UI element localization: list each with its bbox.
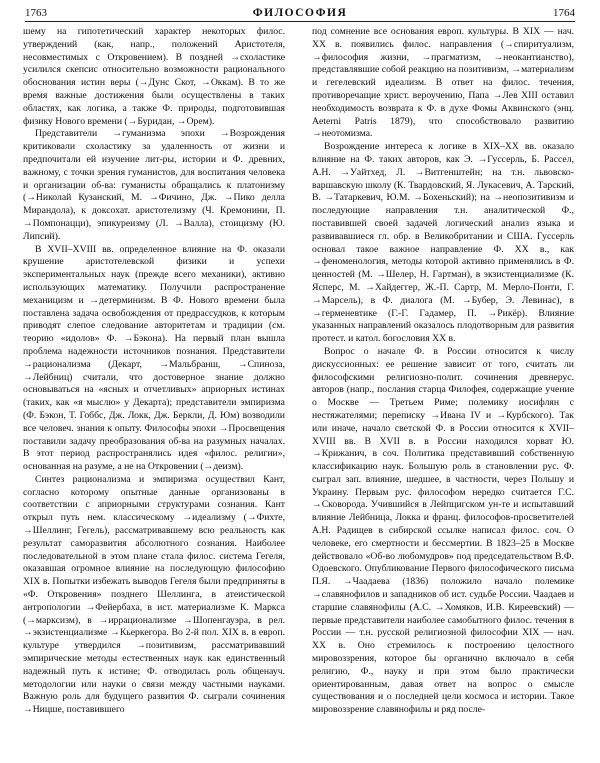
paragraph: Возрождение интереса к логике в XIX–XX вв. оказало влияние на Ф. таких авторов, как Э. →Гуссерль, Б. Рассел, А.Н. →Уайтхед, Л. →Витгенштейн; на т.н. львовско-варшавскую школу (К. Твардовский, Я. Лукасевич, А. Тарский, В. →Татаркевич, Ю.М. →Бохеньский); на →неопозитивизм и последующие направления т.н. аналитической Ф., поставившей своей задачей логический анализ языка и развивавшиеся гл. обр. в Великобритании и США. Гуссерль основал такое важное направление Ф. XX в., как →феноменология, методы которой активно применялись в Ф. ценностей (М. →Шелер, Н. Гартман), в экзистенциализме (К. Ясперс, М. →Хайдеггер, Ж.-П. Сартр, М. Мерло-Понти, Г. →Марсель), в Ф. диалога (М. →Бубер, Э. Левинас), в →герменевтике (Г.-Г. Гадамер, П. →Рикёр). Влияние указанных направлений оказалось плодотворным для развития протест. и катол. богословия XX в. (312, 141, 574, 345)
right-column (312, 26, 574, 717)
left-column (23, 26, 285, 717)
paragraph: В XVII–XVIII вв. определенное влияние на Ф. оказали крушение аристотелевской физики и успехи экспериментальных наук (прежде всего механики), активно использующих математику. Получили распространение механицизм и →детерминизм. В Ф. Нового времени была поставлена задача освобождения от предрассудков, к которым приводят слепое следование авторитетам и традиции (см. теорию «идолов» Ф. →Бэкона). На первый план вышла проблема надежности источников познания. Представители →рационализма (Декарт, →Мальбранш, →Спиноза, →Лейбниц) считали, что достоверное знание должно основываться на «ясных и отчетливых» априорных истинах (таких, как «я мыслю» у Декарта); представители эмпиризма (Ф. Бэкон, Т. Гоббс, Дж. Локк, Дж. Беркли, Д. Юм) возводили все человеч. знания к опыту. Философы эпохи →Просвещения поставили задачу преобразования об-ва на разумных началах. В этот период распространялись идея «филос. религии», основанная на разуме, а не на Откровении (→деизм). (23, 243, 285, 473)
paragraph: под сомнение все основания европ. культуры. В XIX — нач. XX в. появились филос. направления (→спиритуализм, →философия жизни, →прагматизм, →неокантианство), представлявшие собой реакцию на позитивизм, →материализм и гегелевский идеализм. В ответ на филос. течения, противоречащие христ. вероучению, Папа →Лев XIII оставил необходимость возврата к Ф. в духе Фомы Аквинского (энц. Aeterni Patris 1879), что способствовало развитию →неотомизма. (312, 26, 574, 140)
header-rule (25, 21, 575, 22)
page-header (25, 6, 575, 22)
paragraph: Синтез рационализма и эмпиризма осуществил Кант, согласно которому опытные данные организованы в соответствии с априорными структурами сознания. Кант открыл путь нем. классическому →идеализму (→Фихте, →Шеллинг, Гегель), рассматривавшему всю реальность как результат саморазвития абсолютного сознания. Наиболее последовательной в этом плане стала филос. система Гегеля, оказавшая огромное влияние на последующую философию XIX в. Попытки избежать выводов Гегеля были предприняты в «Ф. Откровения» позднего Шеллинга, в атеистической антропологии →Фейербаха, в ист. материализме К. Маркса (→марксизм), в →иррационализме →Шопенгауэра, в рел. →экзистенциализме →Кьеркегора. Во 2-й пол. XIX в. в европ. культуре утвердился →позитивизм, рассматривавший эмпирические методы естественных наук как единственный надежный путь к истине; Ф. отводилась роль общенауч. методологии или науки о связи между частными науками. Важную роль для будущего развития Ф. сыграли сочинения →Ницше, поставившего (23, 473, 285, 716)
paragraph: Представители →гуманизма эпохи →Возрождения критиковали схоластику за удаленность от жизни и предпочитали ей изучение лит-ры, истории и Ф. древних, важному, с точки зрения гуманистов, для воспитания человека и организации об-ва: гуманисты обращались к платонизму (→Николай Кузанский, М. →Фичино, Дж. →Пико делла Мирандола), к доксохат. аристотелизму (Ч. Кремонини, П. →Помпонацци), эпикуреизму (Л. →Валла), стоицизму (Ю. Липсий). (23, 128, 285, 242)
paragraph: шему на гипотетический характер некоторых филос. утверждений (как, напр., положений Аристотеля, несовместимых с Откровением). В поздней →схоластике усилился скепсис относительно возможности рационального обоснования истин веры (→Дунс Скот, →Оккам). В то же время важные достижения были осуществлены в таких областях, как логика, а также Ф. природы, подготовившая физику Нового времени (→Буридан, →Орем). (23, 26, 285, 127)
paragraph: Вопрос о начале Ф. в России относится к числу дискуссионных: ее решение зависит от того, считать ли философскими религиозно-полит. сочинения древнерус. авторов (напр., послания старца Филофея, содержащие учение о Москве — Третьем Риме; полемику иосифлян с нестяжателями; переписку →Ивана IV и →Курбского). Так или иначе, начало светской Ф. в России относится к XVII–XVIII вв. В XVII в. в России находился хорват Ю. →Крижанич, в соч. Политика представивший собственную классификацию наук. Большую роль в становлении рус. Ф. сыграл зап. влияние, шедшее, в частности, через Польшу и Украину. Первым рус. философом нередко считается Г.С. →Сковорода. Учившийся в Лейпцигском ун-те и испытавший влияние Лейбница, Локка и франц. философов-просветителей А.Н. Радищев в сибирской ссылке написал филос. соч. О человеке, его смертности и бессмертии. В 1823–25 в Москве действовало «Об-во любомудров» под председательством В.Ф. Одоевского. Опубликование Первого философического письма П.Я. →Чаадаева (1836) положило начало полемике →славянофилов и западников об ист. судьбе России. Чаадаев и старшие славянофилы (А.С. →Хомяков, И.В. Киреевский) — первые представители наиболее самобытного филос. течения в России — т.н. русской религиозной философии XIX — нач. XX в. Оно стремилось к построению целостного мировоззрения, которое бы органично включало в себя религию, Ф., науку и при этом было практически ориентированным, давая ответ на вопрос о смысле существования и о последней цели космоса и истории. Такое мировоззрение славянофилы и ряд после- (312, 345, 574, 716)
running-title: ФИЛОСОФИЯ (252, 7, 348, 19)
page-number-right: 1764 (553, 7, 575, 19)
page-number-left: 1763 (25, 7, 47, 19)
